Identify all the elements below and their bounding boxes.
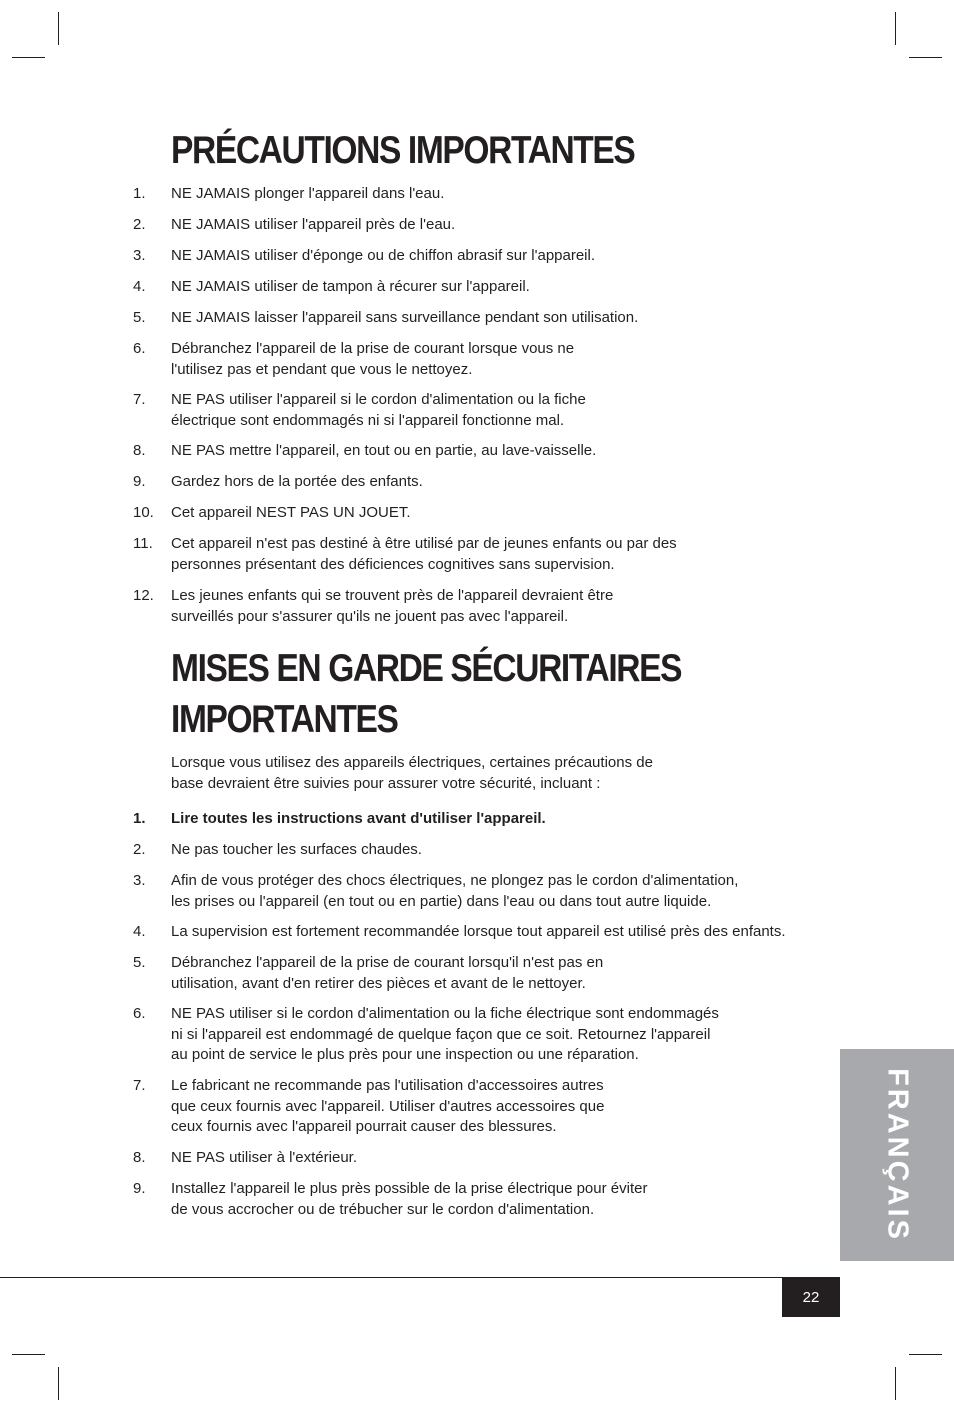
language-tab-label: FRANÇAIS <box>881 1068 914 1242</box>
list-item-line: Gardez hors de la portée des enfants. <box>171 473 423 490</box>
list-item-line: Installez l'appareil le plus près possible de la prise électrique pour éviter <box>171 1180 648 1197</box>
list-item-line: personnes présentant des déficiences cognitives sans supervision. <box>171 555 615 573</box>
section2-intro <box>171 753 653 794</box>
list-item-text <box>171 277 851 298</box>
list-item-number: 2. <box>133 216 146 233</box>
list-item-text <box>171 441 851 462</box>
list-item-number: 1. <box>133 810 146 827</box>
footer-rule <box>0 1277 840 1278</box>
list-item-line: électrique sont endommagés ni si l'appareil fonctionne mal. <box>171 411 565 429</box>
list-item-text <box>171 215 851 236</box>
list-item-line: Débranchez l'appareil de la prise de courant lorsque vous ne <box>171 340 575 357</box>
list-item-number: 4. <box>133 923 146 940</box>
list-item-text <box>171 586 851 627</box>
list-item-line: ceux fournis avec l'appareil pourrait causer des blessures. <box>171 1118 557 1135</box>
list-item-line: NE PAS utiliser à l'extérieur. <box>171 1149 357 1166</box>
list-item-line: de vous accrocher ou de trébucher sur le cordon d'alimentation. <box>171 1200 595 1218</box>
crop-mark <box>895 12 896 45</box>
list-item-number: 8. <box>133 1149 146 1166</box>
section2-title-line2: IMPORTANTES <box>171 698 398 741</box>
list-item-line: que ceux fournis avec l'appareil. Utiliser d'autres accessoires que <box>171 1097 605 1115</box>
list-item-number: 5. <box>133 309 146 326</box>
crop-mark <box>895 1367 896 1400</box>
list-item-text <box>171 1179 851 1220</box>
list-item-line: Afin de vous protéger des chocs électriques, ne plongez pas le cordon d'alimentation, <box>171 872 739 889</box>
list-item-line: NE JAMAIS utiliser l'appareil près de l'eau. <box>171 216 456 233</box>
list-item-line: ni si l'appareil est endommagé de quelque façon que ce soit. Retournez l'appareil <box>171 1025 711 1043</box>
crop-mark <box>58 12 59 45</box>
list-item-line: Ne pas toucher les surfaces chaudes. <box>171 841 422 858</box>
crop-mark <box>909 1354 942 1355</box>
list-item-line: au point de service le plus près pour une inspection ou une réparation. <box>171 1046 639 1063</box>
crop-mark <box>58 1367 59 1400</box>
list-item-text <box>171 308 851 329</box>
list-item-number: 6. <box>133 340 146 357</box>
crop-mark <box>909 57 942 58</box>
list-item-text <box>171 809 851 830</box>
list-item-line: NE PAS mettre l'appareil, en tout ou en partie, au lave-vaisselle. <box>171 442 597 459</box>
list-item-number: 10. <box>133 504 154 521</box>
list-item-number: 3. <box>133 872 146 889</box>
list-item-number: 9. <box>133 473 146 490</box>
list-item-line: Lire toutes les instructions avant d'utiliser l'appareil. <box>171 810 546 827</box>
list-item-text <box>171 390 851 431</box>
list-item-number: 8. <box>133 442 146 459</box>
list-item-number: 1. <box>133 185 146 202</box>
list-item-text <box>171 339 851 380</box>
list-item-number: 9. <box>133 1180 146 1197</box>
intro-line: base devraient être suivies pour assurer votre sécurité, incluant : <box>171 774 601 792</box>
list-item-number: 7. <box>133 1077 146 1094</box>
crop-mark <box>12 57 45 58</box>
list-item-text <box>171 840 851 861</box>
list-item-text <box>171 472 851 493</box>
list-item-number: 12. <box>133 587 154 604</box>
list-item-line: NE JAMAIS laisser l'appareil sans surveillance pendant son utilisation. <box>171 309 639 326</box>
crop-mark <box>12 1354 45 1355</box>
list-item-text <box>171 184 851 205</box>
list-item-line: Débranchez l'appareil de la prise de courant lorsqu'il n'est pas en <box>171 954 604 971</box>
list-item-line: Les jeunes enfants qui se trouvent près de l'appareil devraient être <box>171 587 614 604</box>
list-item-number: 5. <box>133 954 146 971</box>
list-item-line: NE JAMAIS utiliser de tampon à récurer sur l'appareil. <box>171 278 530 295</box>
list-item-text <box>171 953 851 994</box>
list-item-line: NE PAS utiliser l'appareil si le cordon d'alimentation ou la fiche <box>171 391 586 408</box>
list-item-text <box>171 1076 851 1138</box>
section2-title-line1: MISES EN GARDE SÉCURITAIRES <box>171 647 682 690</box>
list-item-number: 2. <box>133 841 146 858</box>
list-item-line: utilisation, avant d'en retirer des pièces et avant de le nettoyer. <box>171 974 586 992</box>
list-item-line: les prises ou l'appareil (en tout ou en partie) dans l'eau ou dans tout autre liquide. <box>171 892 712 910</box>
page-number: 22 <box>782 1277 840 1317</box>
intro-line: Lorsque vous utilisez des appareils électriques, certaines précautions de <box>171 754 653 771</box>
list-item-line: NE JAMAIS utiliser d'éponge ou de chiffon abrasif sur l'appareil. <box>171 247 596 264</box>
list-item-text <box>171 1148 851 1169</box>
language-tab <box>840 1049 954 1261</box>
list-item-line: l'utilisez pas et pendant que vous le nettoyez. <box>171 360 473 378</box>
list-item-number: 11. <box>133 535 153 552</box>
list-item-text <box>171 534 851 575</box>
list-item-line: La supervision est fortement recommandée lorsque tout appareil est utilisé près des enfants. <box>171 923 786 940</box>
list-item-number: 6. <box>133 1005 146 1022</box>
list-item-line: surveillés pour s'assurer qu'ils ne jouent pas avec l'appareil. <box>171 607 569 625</box>
list-item-text <box>171 246 851 267</box>
list-item-number: 3. <box>133 247 146 264</box>
list-item-text <box>171 871 851 912</box>
list-item-line: NE PAS utiliser si le cordon d'alimentation ou la fiche électrique sont endommagés <box>171 1005 719 1022</box>
list-item-line: Le fabricant ne recommande pas l'utilisation d'accessoires autres <box>171 1077 604 1094</box>
list-item-text <box>171 503 851 524</box>
list-item-line: Cet appareil n'est pas destiné à être utilisé par de jeunes enfants ou par des <box>171 535 677 552</box>
list-item-text <box>171 1004 851 1066</box>
list-item-line: Cet appareil NEST PAS UN JOUET. <box>171 504 411 521</box>
list-item-number: 4. <box>133 278 146 295</box>
list-item-text <box>171 922 851 943</box>
list-item-line: NE JAMAIS plonger l'appareil dans l'eau. <box>171 185 445 202</box>
section1-title: PRÉCAUTIONS IMPORTANTES <box>171 129 635 172</box>
list-item-number: 7. <box>133 391 146 408</box>
